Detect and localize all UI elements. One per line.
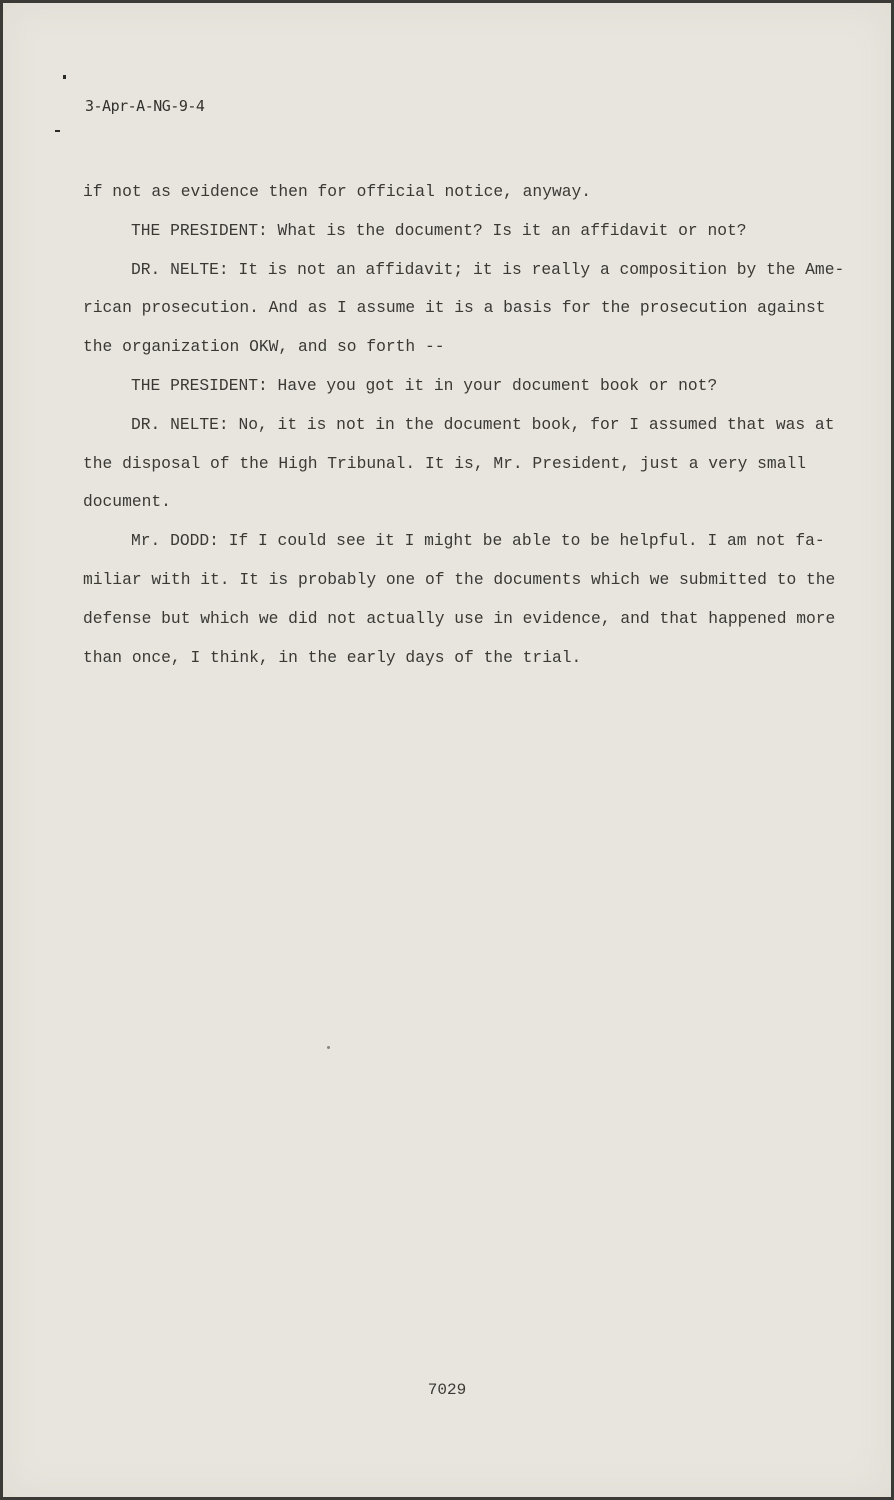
transcript-body: [83, 173, 853, 677]
transcript-line: the organization OKW, and so forth --: [83, 337, 445, 357]
transcript-line: THE PRESIDENT: Have you got it in your document book or not?: [131, 375, 718, 395]
margin-mark: [55, 130, 60, 132]
transcript-line: than once, I think, in the early days of the trial.: [83, 647, 582, 667]
transcript-line: miliar with it. It is probably one of the documents which we submitted to the: [83, 569, 836, 589]
transcript-line: DR. NELTE: No, it is not in the document book, for I assumed that was at: [131, 414, 835, 434]
document-reference: 3-Apr-A-NG-9-4: [85, 97, 205, 115]
transcript-line: the disposal of the High Tribunal. It is, Mr. President, just a very small: [83, 453, 807, 473]
transcript-line: defense but which we did not actually use in evidence, and that happened more: [83, 608, 836, 628]
document-page: [3, 3, 891, 1497]
page-number: 7029: [427, 1381, 467, 1399]
transcript-line: Mr. DODD: If I could see it I might be able to be helpful. I am not fa-: [131, 531, 825, 551]
transcript-line: if not as evidence then for official notice, anyway.: [83, 182, 592, 201]
margin-mark: [63, 75, 66, 79]
transcript-line: THE PRESIDENT: What is the document? Is it an affidavit or not?: [131, 220, 747, 240]
transcript-line: DR. NELTE: It is not an affidavit; it is really a composition by the Ame-: [131, 259, 845, 279]
transcript-line: rican prosecution. And as I assume it is a basis for the prosecution against: [83, 298, 826, 318]
transcript-line: document.: [83, 492, 171, 512]
paper-speck: [327, 1046, 330, 1049]
